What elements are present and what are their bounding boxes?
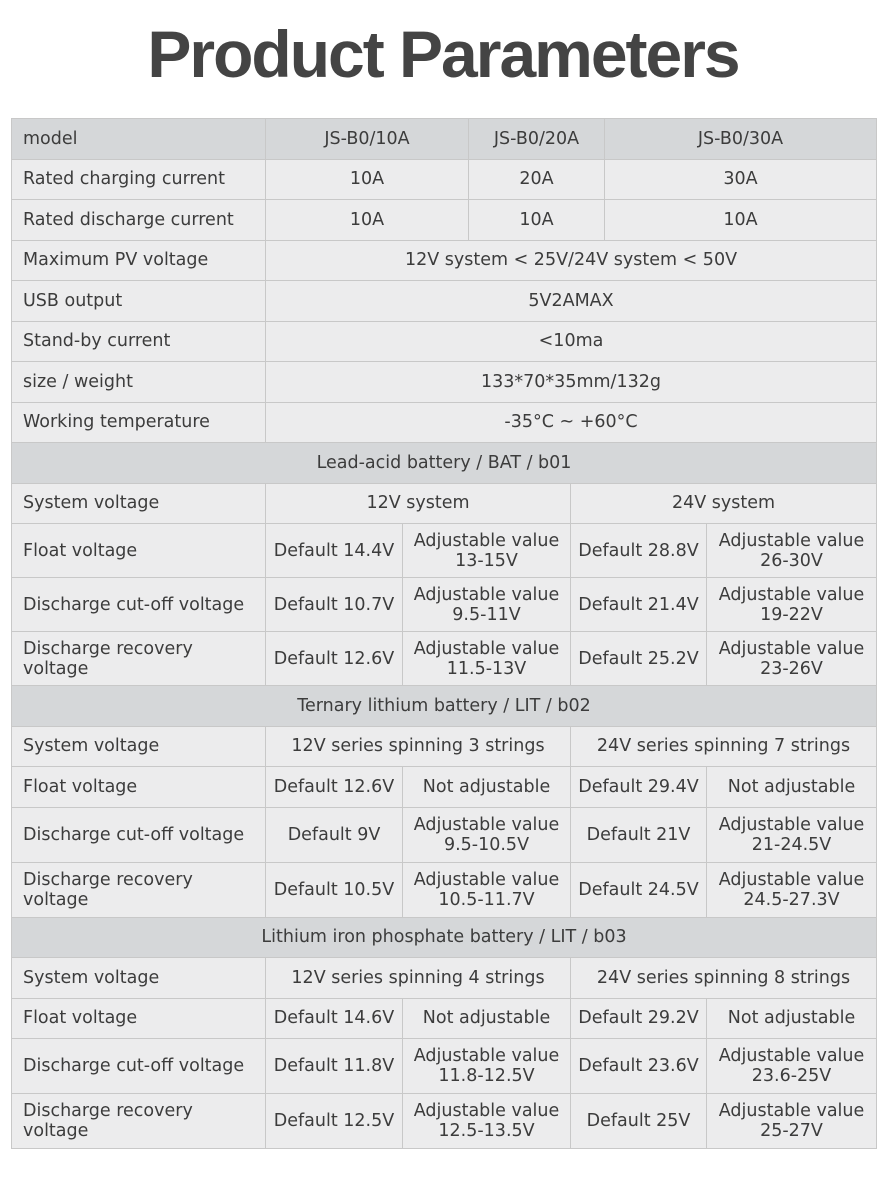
table-row xyxy=(12,1039,877,1094)
cell-value: 12V system < 25V/24V system < 50V xyxy=(266,240,877,281)
section-title: Lithium iron phosphate battery / LIT / b03 xyxy=(12,917,877,958)
row-label: size / weight xyxy=(12,362,266,403)
cell-value: 20A xyxy=(469,159,605,200)
page-title: Product Parameters xyxy=(147,17,739,91)
adjustable-12v xyxy=(403,1039,571,1094)
model-10a: JS-B0/10A xyxy=(266,119,469,160)
model-30a: JS-B0/30A xyxy=(605,119,877,160)
default-24v: Default 25.2V xyxy=(571,632,707,686)
default-24v: Default 29.2V xyxy=(571,998,707,1039)
default-12v: Default 12.6V xyxy=(266,767,403,808)
adjustable-24v xyxy=(707,632,877,686)
row-label: System voltage xyxy=(12,726,266,767)
table-row xyxy=(12,726,877,767)
adjustable-24v xyxy=(707,524,877,578)
section-header xyxy=(12,917,877,958)
adj-label: Adjustable value xyxy=(718,638,865,659)
row-label: USB output xyxy=(12,281,266,322)
default-24v: Default 21V xyxy=(571,807,707,862)
default-24v: Default 25V xyxy=(571,1094,707,1149)
adjustable-12v xyxy=(403,578,571,632)
row-label: Float voltage xyxy=(12,998,266,1039)
default-12v: Default 14.6V xyxy=(266,998,403,1039)
row-label: Discharge recovery voltage xyxy=(12,1094,266,1149)
row-label: Discharge cut-off voltage xyxy=(12,578,266,632)
table-row xyxy=(12,240,877,281)
adjustable-24v xyxy=(707,807,877,862)
adjustable-24v: Not adjustable xyxy=(707,767,877,808)
row-label: System voltage xyxy=(12,483,266,524)
section-title: Lead-acid battery / BAT / b01 xyxy=(12,443,877,484)
cell-value: 10A xyxy=(266,200,469,241)
table-row xyxy=(12,402,877,443)
default-12v: Default 12.6V xyxy=(266,632,403,686)
adjustable-24v xyxy=(707,1039,877,1094)
table-row xyxy=(12,807,877,862)
adj-label: Adjustable value xyxy=(718,1046,865,1066)
adj-label: Adjustable value xyxy=(413,1046,560,1066)
section-header xyxy=(12,443,877,484)
table-row xyxy=(12,998,877,1039)
adj-label: Adjustable value xyxy=(413,869,560,890)
default-24v: Default 21.4V xyxy=(571,578,707,632)
table-row xyxy=(12,200,877,241)
adj-range: 25-27V xyxy=(760,1121,823,1141)
row-label: Float voltage xyxy=(12,767,266,808)
table-row xyxy=(12,578,877,632)
row-label: System voltage xyxy=(12,958,266,999)
row-label: Discharge cut-off voltage xyxy=(12,807,266,862)
adjustable-12v xyxy=(403,862,571,917)
adj-label: Adjustable value xyxy=(718,584,865,605)
default-24v: Default 29.4V xyxy=(571,767,707,808)
system-12v: 12V system xyxy=(266,483,571,524)
system-12v: 12V series spinning 4 strings xyxy=(266,958,571,999)
cell-value: 10A xyxy=(605,200,877,241)
adj-range: 24.5-27.3V xyxy=(743,889,840,910)
table-row xyxy=(12,281,877,322)
row-label: Float voltage xyxy=(12,524,266,578)
adj-label: Adjustable value xyxy=(718,530,865,551)
adj-label: Adjustable value xyxy=(413,814,560,835)
cell-value: -35°C ~ +60°C xyxy=(266,402,877,443)
adj-label: Adjustable value xyxy=(718,1101,865,1121)
adjustable-12v xyxy=(403,1094,571,1149)
section-header xyxy=(12,686,877,727)
adj-label: Adjustable value xyxy=(413,530,560,551)
adj-range: 12.5-13.5V xyxy=(438,1121,535,1141)
cell-value: 30A xyxy=(605,159,877,200)
row-label: Working temperature xyxy=(12,402,266,443)
table-row xyxy=(12,362,877,403)
default-12v: Default 11.8V xyxy=(266,1039,403,1094)
cell-value: 5V2AMAX xyxy=(266,281,877,322)
row-label: Discharge recovery voltage xyxy=(12,632,266,686)
adj-range: 26-30V xyxy=(760,550,823,571)
system-24v: 24V system xyxy=(571,483,877,524)
adj-range: 11.8-12.5V xyxy=(438,1066,535,1086)
default-24v: Default 28.8V xyxy=(571,524,707,578)
adjustable-12v: Not adjustable xyxy=(403,767,571,808)
row-label: Discharge cut-off voltage xyxy=(12,1039,266,1094)
adj-range: 9.5-11V xyxy=(452,604,521,625)
default-12v: Default 10.7V xyxy=(266,578,403,632)
adj-label: Adjustable value xyxy=(413,584,560,605)
table-row xyxy=(12,321,877,362)
cell-value: 133*70*35mm/132g xyxy=(266,362,877,403)
adjustable-12v: Not adjustable xyxy=(403,998,571,1039)
adjustable-12v xyxy=(403,807,571,862)
adj-range: 10.5-11.7V xyxy=(438,889,535,910)
system-24v: 24V series spinning 7 strings xyxy=(571,726,877,767)
adj-label: Adjustable value xyxy=(413,638,560,659)
table-row xyxy=(12,524,877,578)
table-row xyxy=(12,862,877,917)
table-row xyxy=(12,958,877,999)
table-row xyxy=(12,632,877,686)
adjustable-24v: Not adjustable xyxy=(707,998,877,1039)
row-label: Stand-by current xyxy=(12,321,266,362)
default-24v: Default 23.6V xyxy=(571,1039,707,1094)
default-12v: Default 10.5V xyxy=(266,862,403,917)
adj-label: Adjustable value xyxy=(718,869,865,890)
adjustable-24v xyxy=(707,1094,877,1149)
row-label: Discharge recovery voltage xyxy=(12,862,266,917)
adj-range: 9.5-10.5V xyxy=(443,834,530,855)
adjustable-24v xyxy=(707,862,877,917)
table-row xyxy=(12,767,877,808)
default-12v: Default 12.5V xyxy=(266,1094,403,1149)
adj-range: 13-15V xyxy=(455,550,518,571)
adj-range: 23.6-25V xyxy=(751,1066,832,1086)
adj-range: 11.5-13V xyxy=(446,658,527,679)
row-label: Maximum PV voltage xyxy=(12,240,266,281)
adj-range: 21-24.5V xyxy=(751,834,832,855)
row-label: Rated discharge current xyxy=(12,200,266,241)
adj-label: Adjustable value xyxy=(413,1101,560,1121)
default-24v: Default 24.5V xyxy=(571,862,707,917)
row-label: Rated charging current xyxy=(12,159,266,200)
adjustable-12v xyxy=(403,632,571,686)
table-row xyxy=(12,483,877,524)
adj-range: 19-22V xyxy=(760,604,823,625)
table-row xyxy=(12,159,877,200)
table-row xyxy=(12,1094,877,1149)
header-label: model xyxy=(12,119,266,160)
default-12v: Default 9V xyxy=(266,807,403,862)
adjustable-24v xyxy=(707,578,877,632)
cell-value: <10ma xyxy=(266,321,877,362)
adj-range: 23-26V xyxy=(760,658,823,679)
system-12v: 12V series spinning 3 strings xyxy=(266,726,571,767)
section-title: Ternary lithium battery / LIT / b02 xyxy=(12,686,877,727)
table-header-row xyxy=(12,119,877,160)
adjustable-12v xyxy=(403,524,571,578)
adj-label: Adjustable value xyxy=(718,814,865,835)
system-24v: 24V series spinning 8 strings xyxy=(571,958,877,999)
cell-value: 10A xyxy=(266,159,469,200)
cell-value: 10A xyxy=(469,200,605,241)
spec-table xyxy=(11,118,877,1149)
default-12v: Default 14.4V xyxy=(266,524,403,578)
model-20a: JS-B0/20A xyxy=(469,119,605,160)
